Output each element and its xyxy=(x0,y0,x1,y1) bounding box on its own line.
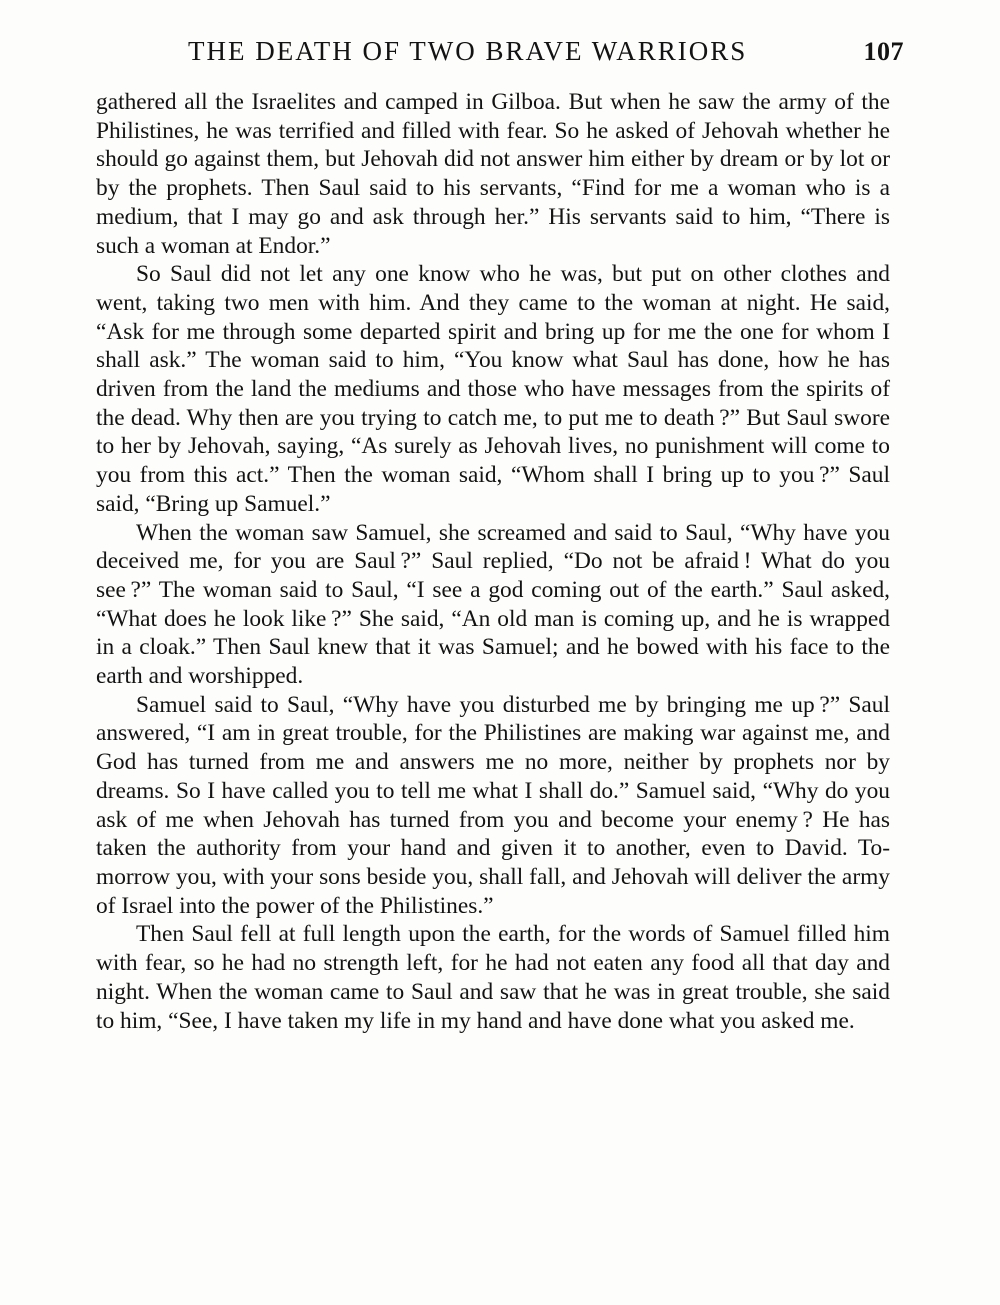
paragraph: gathered all the Israelites and camped in Gilboa. But when he saw the army of the Philistines, he was terrified and filled with fear. So he asked of Jehovah whether he should go against them, but Jehovah did not answer him either by dream or by lot or by the prophets. Then Saul said to his servants, “Find for me a woman who is a medium, that I may go and ask through her.” His servants said to him, “There is such a woman at Endor.” xyxy=(96,89,890,259)
paragraph: So Saul did not let any one know who he was, but put on other clothes and went, taking two men with him. And they came to the woman at night. He said, “Ask for me through some departed spirit and bring up for me the one for whom I shall ask.” The woman said to him, “You know what Saul has done, how he has driven from the land the mediums and those who have messages from the spirits of the dead. Why then are you trying to catch me, to put me to death ?” But Saul swore to her by Jehovah, saying, “As surely as Jehovah lives, no punishment will come to you from this act.” Then the woman said, “Whom shall I bring up to you ?” Saul said, “Bring up Samuel.” xyxy=(96,261,890,517)
running-title: THE DEATH OF TWO BRAVE WARRIORS xyxy=(188,36,748,66)
paragraph: Then Saul fell at full length upon the earth, for the words of Samuel filled him with fear, so he had no strength left, for he had not eaten any food all that day and night. When the woman came to Saul and saw that he was in great trouble, she said to him, “See, I have taken my life in my hand and have done what you asked me. xyxy=(96,921,890,1034)
page-number: 107 xyxy=(863,37,904,66)
paragraph: When the woman saw Samuel, she screamed and said to Saul, “Why have you deceived me, for you are Saul ?” Saul replied, “Do not be afraid ! What do you see ?” The woman said to Saul, “I see a god coming out of the earth.” Saul asked, “What does he look like ?” She said, “An old man is coming up, and he is wrapped in a cloak.” Then Saul knew that it was Samuel; and he bowed with his face to the earth and worshipped. xyxy=(96,519,890,690)
page-header xyxy=(96,36,904,67)
paragraph: Samuel said to Saul, “Why have you disturbed me by bringing me up ?” Saul answered, “I am in great trouble, for the Philistines are making war against me, and God has turned from me and answers me no more, neither by prophets nor by dreams. So I have called you to tell me what I shall do.” Samuel said, “Why do you ask of me when Jehovah has turned from you and become your enemy ? He has taken the authority from your hand and given it to another, even to David. To-morrow you, with your sons beside you, shall fall, and Jehovah will deliver the army of Israel into the power of the Philistines.” xyxy=(96,691,890,919)
body-text xyxy=(96,88,890,1035)
